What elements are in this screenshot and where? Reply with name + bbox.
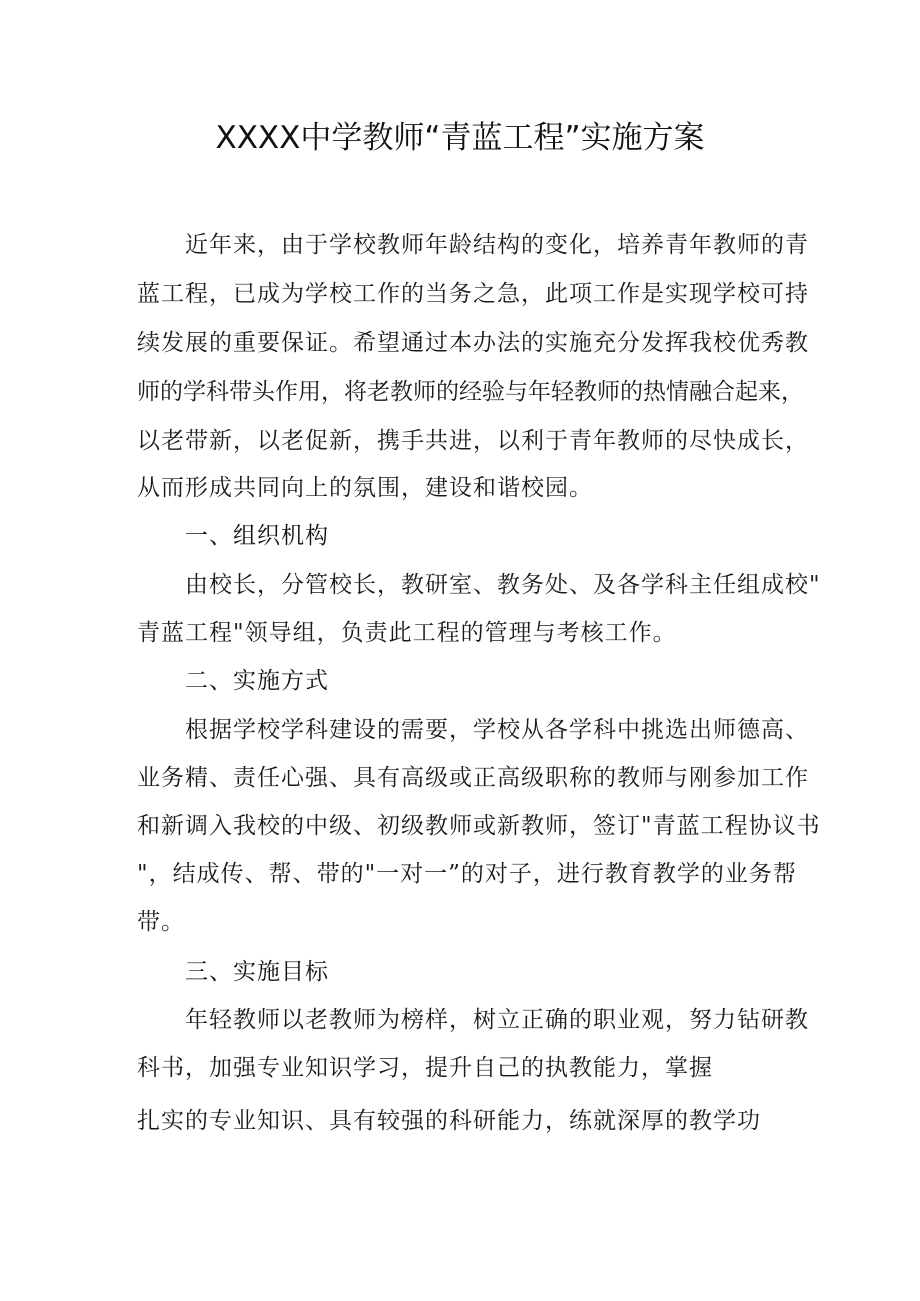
section2-line-1: 根据学校学科建设的需要，学校从各学科中挑选出师德高、 — [185, 717, 809, 743]
section2-line-2: 业务精、责任心强、具有高级或正高级职称的教师与刚参加工作 — [137, 765, 809, 791]
section-heading-implementation-goals: 三、实施目标 — [185, 959, 329, 985]
section1-line-1: 由校长，分管校长，教研室、教务处、及各学科主任组成校" — [185, 572, 821, 598]
intro-line-6: 从而形成共同向上的氛围，建设和谐校园。 — [137, 475, 593, 501]
intro-line-2: 蓝工程，已成为学校工作的当务之急，此项工作是实现学校可持 — [137, 281, 809, 307]
section2-line-5: 带。 — [137, 909, 185, 935]
section-heading-organization: 一、组织机构 — [185, 523, 329, 549]
section2-line-3: 和新调入我校的中级、初级教师或新教师，签订"青蓝工程协议书 — [137, 813, 821, 839]
section1-line-2: 青蓝工程"领导组，负责此工程的管理与考核工作。 — [137, 620, 677, 646]
section2-line-4: "，结成传、帮、带的"一对一”的对子，进行教育教学的业务帮 — [137, 861, 797, 887]
section-heading-implementation-method: 二、实施方式 — [185, 668, 329, 694]
intro-line-4: 师的学科带头作用，将老教师的经验与年轻教师的热情融合起来， — [137, 379, 804, 405]
section3-line-2: 科书，加强专业知识学习，提升自己的执教能力，掌握 — [137, 1055, 713, 1081]
intro-line-1: 近年来，由于学校教师年龄结构的变化，培养青年教师的青 — [185, 232, 809, 258]
intro-line-3: 续发展的重要保证。希望通过本办法的实施充分发挥我校优秀教 — [137, 330, 809, 356]
document-title: XXXX中学教师“青蓝工程”实施方案 — [215, 120, 705, 156]
section3-line-3: 扎实的专业知识、具有较强的科研能力，练就深厚的教学功 — [137, 1108, 761, 1134]
section3-line-1: 年轻教师以老教师为榜样，树立正确的职业观，努力钻研教 — [185, 1007, 809, 1033]
intro-line-5: 以老带新，以老促新，携手共进，以利于青年教师的尽快成长， — [137, 428, 809, 454]
